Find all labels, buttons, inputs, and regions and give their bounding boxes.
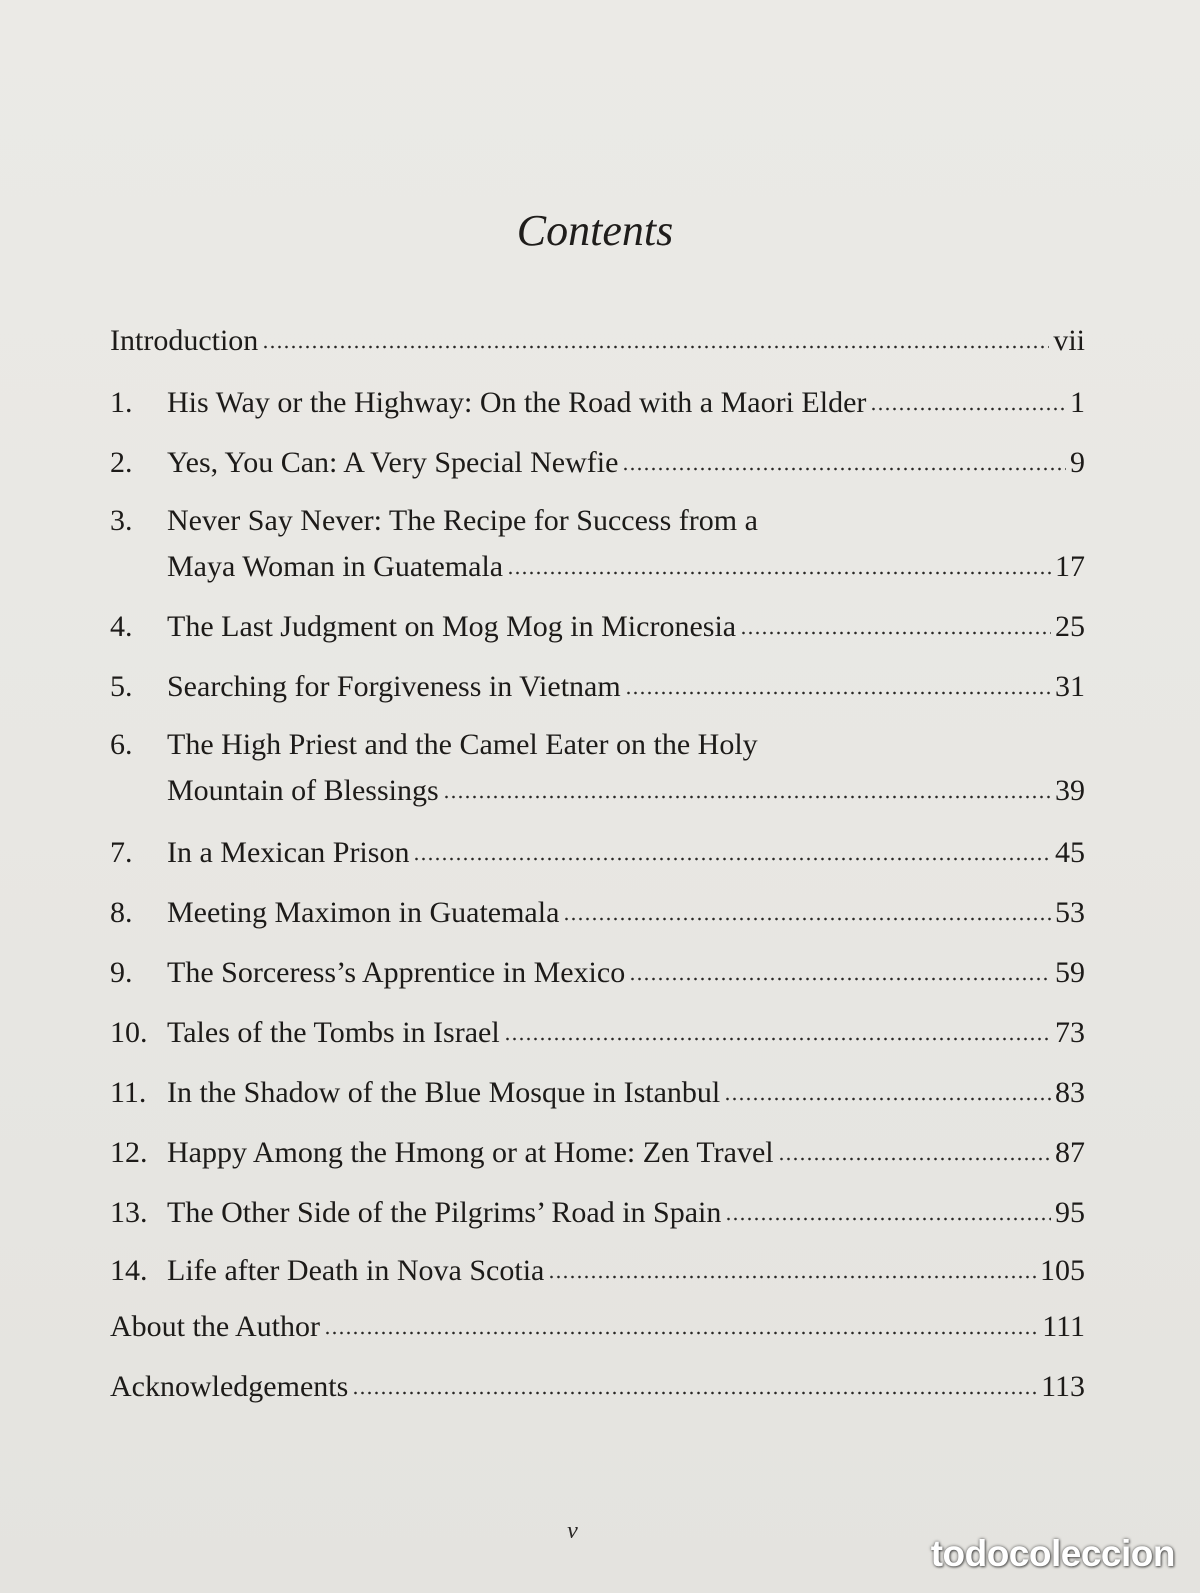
table-of-contents: [110, 318, 1085, 1410]
entry-title: Introduction: [110, 324, 259, 357]
dot-leader: [725, 1216, 1051, 1222]
entry-title-continued: Mountain of Blessings: [167, 774, 439, 807]
toc-entry: [110, 950, 1085, 996]
entry-number: 6.: [110, 728, 133, 761]
dot-leader: [724, 1096, 1051, 1102]
entry-number: 5.: [110, 670, 133, 703]
page-number: 113: [1041, 1370, 1085, 1403]
dot-leader: [324, 1330, 1038, 1336]
entry-title: About the Author: [110, 1310, 320, 1343]
dot-leader: [563, 916, 1051, 922]
entry-number: 9.: [110, 956, 133, 989]
entry-number: 1.: [110, 386, 133, 419]
toc-entry: [110, 1010, 1085, 1056]
dot-leader: [740, 630, 1051, 636]
page-number: 95: [1055, 1196, 1085, 1229]
dot-leader: [352, 1390, 1037, 1396]
page-folio: v: [567, 1518, 578, 1544]
dot-leader: [625, 690, 1051, 696]
page-number: 73: [1055, 1016, 1085, 1049]
entry-title: In the Shadow of the Blue Mosque in Istanbul: [167, 1076, 721, 1109]
toc-entry: [110, 1304, 1085, 1350]
toc-entry: [110, 498, 1085, 590]
entry-title: The High Priest and the Camel Eater on the Holy: [167, 728, 758, 761]
page-number: vii: [1053, 324, 1085, 357]
toc-entry: [110, 380, 1085, 426]
dot-leader: [778, 1156, 1051, 1162]
dot-leader: [507, 570, 1051, 576]
entry-title: Yes, You Can: A Very Special Newfie: [167, 446, 619, 479]
toc-entry: [110, 604, 1085, 650]
toc-entry: [110, 440, 1085, 486]
page-number: 105: [1040, 1254, 1085, 1287]
toc-entry: [110, 318, 1085, 364]
toc-entry: [110, 664, 1085, 710]
dot-leader: [413, 856, 1051, 862]
dot-leader: [262, 344, 1049, 350]
entry-number: 13.: [110, 1196, 148, 1229]
entry-title-continued: Maya Woman in Guatemala: [167, 550, 504, 583]
entry-number: 7.: [110, 836, 133, 869]
watermark: todocoleccion: [930, 1533, 1175, 1574]
entry-title: Never Say Never: The Recipe for Success from a: [167, 504, 758, 537]
page-number: 53: [1055, 896, 1085, 929]
entry-number: 11.: [110, 1076, 147, 1109]
toc-entry: [110, 1130, 1085, 1176]
toc-entry: [110, 1248, 1085, 1294]
page-number: 87: [1055, 1136, 1085, 1169]
entry-title: The Last Judgment on Mog Mog in Micronesia: [167, 610, 737, 643]
entry-number: 10.: [110, 1016, 148, 1049]
page-number: 1: [1070, 386, 1085, 419]
entry-title: Life after Death in Nova Scotia: [167, 1254, 545, 1287]
dot-leader: [870, 406, 1066, 412]
page-number: 83: [1055, 1076, 1085, 1109]
entry-number: 2.: [110, 446, 133, 479]
entry-title: The Sorceress’s Apprentice in Mexico: [167, 956, 626, 989]
contents-heading: Contents: [516, 206, 674, 255]
entry-title: Acknowledgements: [110, 1370, 349, 1403]
toc-entry: [110, 722, 1085, 814]
page-number: 111: [1042, 1310, 1085, 1343]
page-number: 31: [1055, 670, 1085, 703]
dot-leader: [622, 466, 1066, 472]
page-number: 25: [1055, 610, 1085, 643]
entry-title: Meeting Maximon in Guatemala: [167, 896, 560, 929]
entry-title: Happy Among the Hmong or at Home: Zen Travel: [167, 1136, 774, 1169]
entry-number: 3.: [110, 504, 133, 537]
dot-leader: [504, 1036, 1051, 1042]
toc-entry: [110, 890, 1085, 936]
entry-number: 4.: [110, 610, 133, 643]
entry-title: Searching for Forgiveness in Vietnam: [167, 670, 621, 703]
page-number: 45: [1055, 836, 1085, 869]
dot-leader: [629, 976, 1051, 982]
dot-leader: [548, 1274, 1036, 1280]
toc-entry: [110, 830, 1085, 876]
page-number: 59: [1055, 956, 1085, 989]
entry-title: Tales of the Tombs in Israel: [167, 1016, 500, 1049]
toc-entry: [110, 1364, 1085, 1410]
entry-title: In a Mexican Prison: [167, 836, 410, 869]
entry-title: The Other Side of the Pilgrims’ Road in Spain: [167, 1196, 722, 1229]
page-number: 39: [1055, 774, 1085, 807]
toc-entry: [110, 1070, 1085, 1116]
page-number: 9: [1070, 446, 1085, 479]
page-number: 17: [1055, 550, 1085, 583]
entry-number: 8.: [110, 896, 133, 929]
entry-title: His Way or the Highway: On the Road with a Maori Elder: [167, 386, 867, 419]
dot-leader: [443, 794, 1051, 800]
toc-entry: [110, 1190, 1085, 1236]
entry-number: 14.: [110, 1254, 148, 1287]
entry-number: 12.: [110, 1136, 148, 1169]
